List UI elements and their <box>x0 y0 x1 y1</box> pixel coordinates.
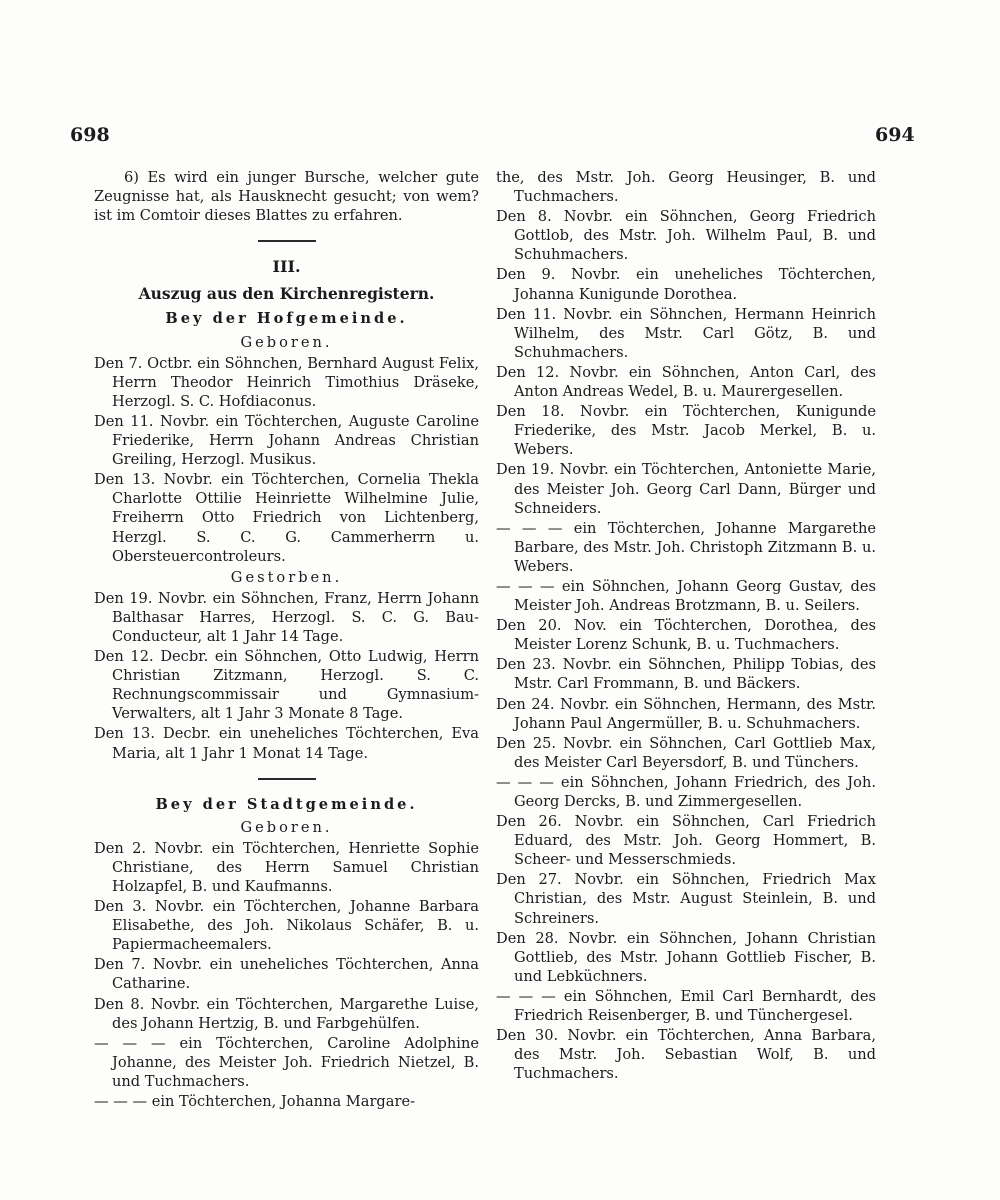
right-column <box>496 168 876 1084</box>
register-entry: Den 19. Novbr. ein Söhnchen, Franz, Herrn Johann Balthasar Harres, Herzogl. S. C. G. Bau-Conducteur, alt 1 Jahr 14 Tage. <box>94 589 479 645</box>
register-entry: Den 30. Novbr. ein Töchterchen, Anna Barbara, des Mstr. Joh. Sebastian Wolf, B. und Tuchmachers. <box>496 1027 876 1083</box>
hof-heading: Bey der Hofgemeinde. <box>165 310 408 328</box>
section-number: III. <box>272 257 301 277</box>
section-divider <box>258 778 316 780</box>
register-entry: Den 28. Novbr. ein Söhnchen, Johann Christian Gottlieb, des Mstr. Johann Gottlieb Fischer, B. und Lebküchners. <box>496 929 876 985</box>
stadt-heading: Bey der Stadtgemeinde. <box>155 795 418 813</box>
register-entry: Den 11. Novbr. ein Töchterchen, Auguste Caroline Friederike, Herrn Johann Andreas Christian Greiling, Herzogl. Musikus. <box>94 412 479 469</box>
register-entry: Den 8. Novbr. ein Töchterchen, Margarethe Luise, des Johann Hertzig, B. und Farbgehülfen. <box>94 995 479 1032</box>
register-entry: Den 12. Decbr. ein Söhnchen, Otto Ludwig, Herrn Christian Zitzmann, Herzogl. S. C. Rechnungscommissair und Gymnasium-Verwalters, alt 1 Jahr 3 Monate 8 Tage. <box>94 648 479 723</box>
right-page-number: 694 <box>875 124 915 146</box>
section-title: Auszug aus den Kirchenregistern. <box>138 284 435 304</box>
register-entry: Den 26. Novbr. ein Söhnchen, Carl Friedrich Eduard, des Mstr. Joh. Georg Hommert, B. Scheer- und Messerschmieds. <box>496 813 876 869</box>
register-entry: Den 23. Novbr. ein Söhnchen, Philipp Tobias, des Mstr. Carl Frommann, B. und Bäckers. <box>496 656 876 693</box>
register-entry: — — — ein Töchterchen, Johanna Margare- <box>94 1093 416 1111</box>
register-entry: — — — ein Söhnchen, Emil Carl Bernhardt, des Friedrich Reisenberger, B. und Tünchergesel. <box>496 987 876 1025</box>
register-entry: Den 13. Novbr. ein Töchterchen, Cornelia Thekla Charlotte Ottilie Heinriette Wilhelmine Julie, Freiherrn Otto Friedrich von Lichtenberg, Herzgl. S. C. G. Cammerherrn u. Obersteuercontroleurs. <box>94 471 479 565</box>
register-entry: Den 8. Novbr. ein Söhnchen, Georg Friedrich Gottlob, des Mstr. Joh. Wilhelm Paul, B. und Schuhmachers. <box>496 208 876 264</box>
hof-deaths-label: Gestorben. <box>230 568 343 586</box>
register-entry: Den 25. Novbr. ein Söhnchen, Carl Gottlieb Max, des Meister Carl Beyersdorf, B. und Tünchers. <box>496 734 876 771</box>
stadt-births-label: Geboren. <box>240 818 333 836</box>
notice-paragraph: 6) Es wird ein junger Bursche, welcher gute Zeugnisse hat, als Hausknecht gesucht; von wem? ist im Comtoir dieses Blattes zu erfahren. <box>94 169 479 225</box>
register-entry: Den 3. Novbr. ein Töchterchen, Johanne Barbara Elisabethe, des Joh. Nikolaus Schäfer, B. u. Papiermacheemalers. <box>94 898 479 954</box>
register-entry: Den 2. Novbr. ein Töchterchen, Henriette Sophie Christiane, des Herrn Samuel Christian Holzapfel, B. und Kaufmanns. <box>94 839 479 895</box>
register-entry: Den 20. Nov. ein Töchterchen, Dorothea, des Meister Lorenz Schunk, B. u. Tuchmachers. <box>496 617 876 654</box>
register-entry: — — — ein Söhnchen, Johann Georg Gustav, des Meister Joh. Andreas Brotzmann, B. u. Seilers. <box>496 577 876 615</box>
register-entry: Den 13. Decbr. ein uneheliches Töchterchen, Eva Maria, alt 1 Jahr 1 Monat 14 Tage. <box>94 725 479 762</box>
register-entry: Den 18. Novbr. ein Töchterchen, Kunigunde Friederike, des Mstr. Jacob Merkel, B. u. Webers. <box>496 403 876 459</box>
register-entry: Den 27. Novbr. ein Söhnchen, Friedrich Max Christian, des Mstr. August Steinlein, B. und Schreiners. <box>496 871 876 927</box>
left-column <box>94 168 479 1112</box>
register-entry: — — — ein Töchterchen, Caroline Adolphine Johanne, des Meister Joh. Friedrich Nietzel, B. und Tuchmachers. <box>94 1034 479 1090</box>
register-entry: Den 24. Novbr. ein Söhnchen, Hermann, des Mstr. Johann Paul Angermüller, B. u. Schuhmachers. <box>496 695 876 732</box>
hof-births-label: Geboren. <box>240 333 333 351</box>
register-entry: Den 7. Octbr. ein Söhnchen, Bernhard August Felix, Herrn Theodor Heinrich Timothius Dräseke, Herzogl. S. C. Hofdiaconus. <box>94 354 479 410</box>
section-divider <box>258 240 316 242</box>
register-entry: Den 11. Novbr. ein Söhnchen, Hermann Heinrich Wilhelm, des Mstr. Carl Götz, B. und Schuhmachers. <box>496 305 876 361</box>
left-page-number: 698 <box>70 124 110 146</box>
register-entry: Den 12. Novbr. ein Söhnchen, Anton Carl, des Anton Andreas Wedel, B. u. Maurergesellen. <box>496 363 876 401</box>
register-entry: — — — ein Söhnchen, Johann Friedrich, des Joh. Georg Dercks, B. und Zimmergesellen. <box>496 773 876 810</box>
register-entry: Den 9. Novbr. ein uneheliches Töchterchen, Johanna Kunigunde Dorothea. <box>496 266 876 303</box>
register-entry: Den 19. Novbr. ein Töchterchen, Antoniette Marie, des Meister Joh. Georg Carl Dann, Bürger und Schneiders. <box>496 461 876 517</box>
continuation-entry: the, des Mstr. Joh. Georg Heusinger, B. und Tuchmachers. <box>496 169 876 206</box>
register-entry: — — — ein Töchterchen, Johanne Margarethe Barbare, des Mstr. Joh. Christoph Zitzmann B. u. Webers. <box>496 519 876 575</box>
register-entry: Den 7. Novbr. ein uneheliches Töchterchen, Anna Catharine. <box>94 956 479 993</box>
